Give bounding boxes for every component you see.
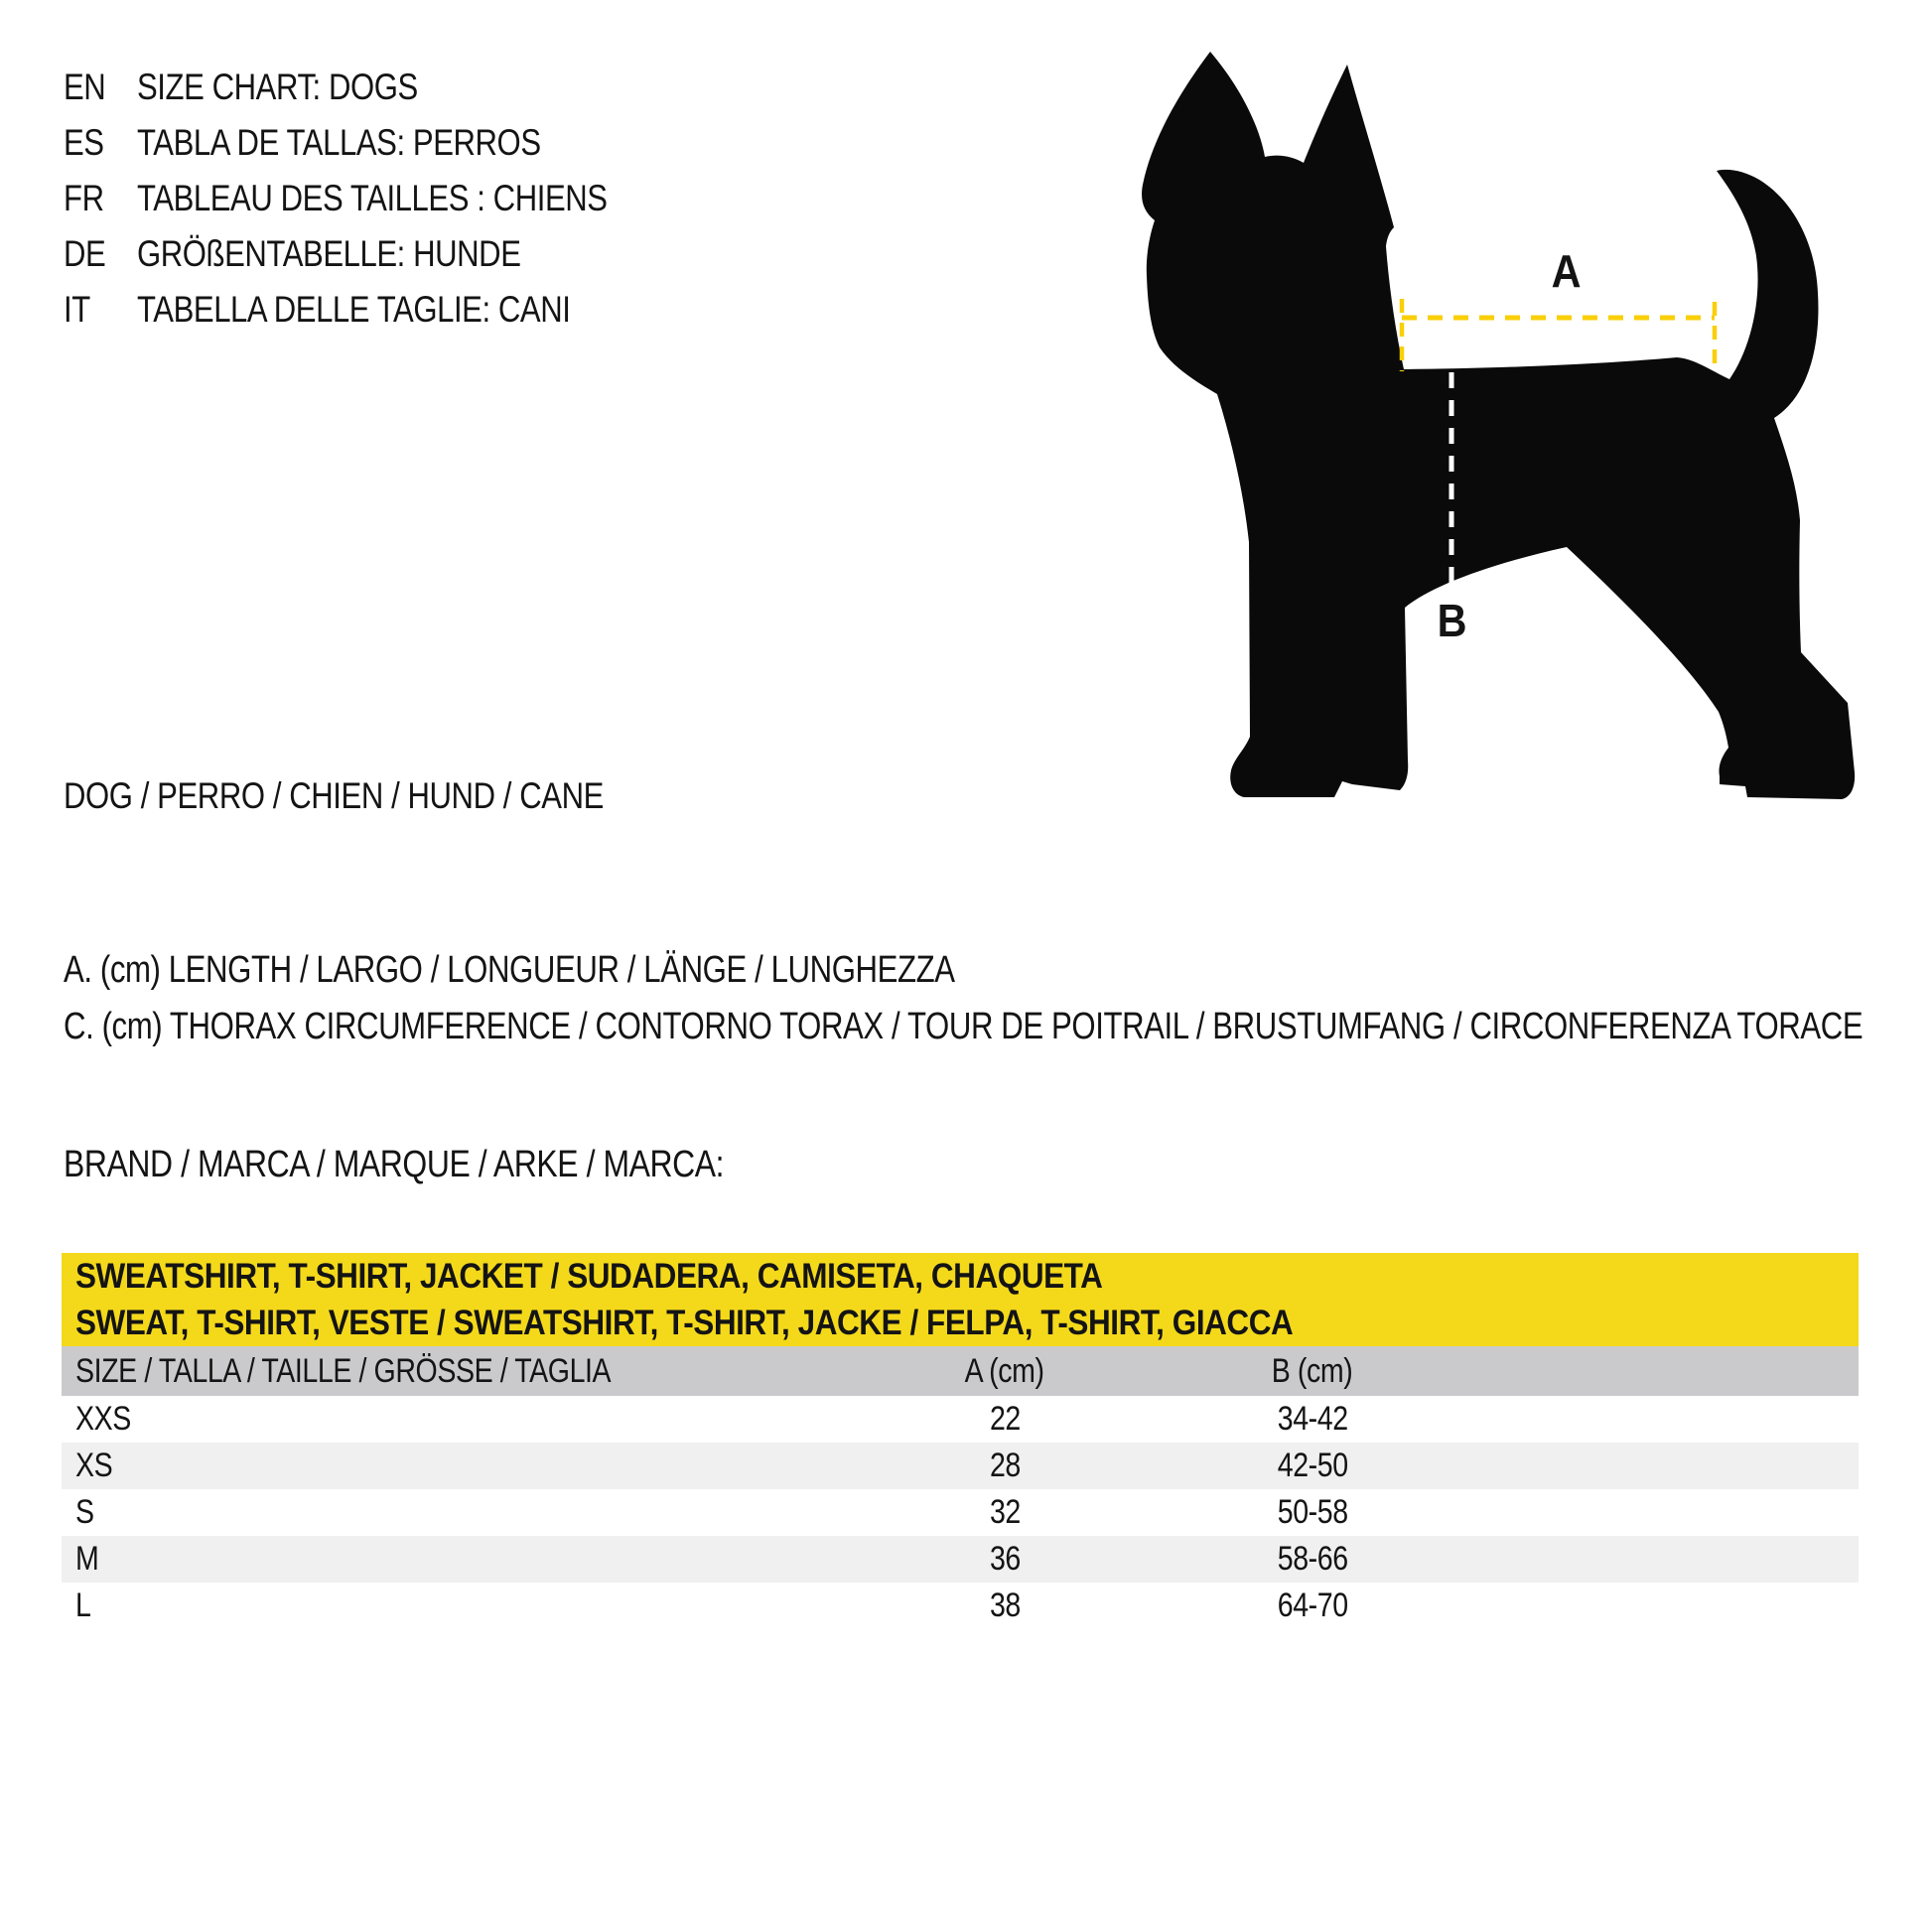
measurement-legend [64, 942, 1932, 1055]
size-cell: S [75, 1493, 94, 1531]
banner-line-1: SWEATSHIRT, T-SHIRT, JACKET / SUDADERA, CAMISETA, CHAQUETA [75, 1257, 1103, 1296]
lang-code: EN [64, 67, 106, 107]
b-cell: 64-70 [1277, 1587, 1348, 1624]
lang-title: GRÖßENTABELLE: HUNDE [137, 233, 521, 274]
b-cell: 42-50 [1277, 1447, 1348, 1484]
a-cell: 38 [989, 1587, 1021, 1624]
banner-line-2: SWEAT, T-SHIRT, VESTE / SWEATSHIRT, T-SHIRT, JACKE / FELPA, T-SHIRT, GIACCA [75, 1304, 1294, 1342]
table-row [62, 1396, 1859, 1443]
size-cell: XS [75, 1447, 113, 1484]
table-row [62, 1536, 1859, 1583]
animal-caption: DOG / PERRO / CHIEN / HUND / CANE [64, 775, 604, 816]
size-cell: XXS [75, 1400, 131, 1438]
lang-code: DE [64, 233, 106, 274]
lang-title: TABLA DE TALLAS: PERROS [137, 122, 541, 163]
a-cell: 32 [989, 1493, 1021, 1531]
product-type-banner [62, 1253, 1859, 1346]
marker-b-label: B [1437, 595, 1466, 646]
dog-silhouette [1142, 52, 1855, 799]
measurement-line-a: A. (cm) LENGTH / LARGO / LONGUEUR / LÄNGE / LUNGHEZZA [64, 949, 955, 991]
marker-a-label: A [1551, 245, 1581, 297]
b-cell: 34-42 [1277, 1400, 1348, 1438]
a-cell: 22 [989, 1400, 1021, 1438]
size-cell: L [75, 1587, 91, 1624]
lang-code: ES [64, 122, 104, 163]
a-cell: 28 [989, 1447, 1021, 1484]
header-b-col: B (cm) [1272, 1351, 1353, 1390]
table-row [62, 1443, 1859, 1489]
lang-code: IT [64, 289, 90, 330]
b-cell: 50-58 [1277, 1493, 1348, 1531]
header-size-col: SIZE / TALLA / TAILLE / GRÖSSE / TAGLIA [75, 1351, 612, 1390]
table-row [62, 1489, 1859, 1536]
a-cell: 36 [989, 1540, 1021, 1578]
lang-title: TABLEAU DES TAILLES : CHIENS [137, 178, 608, 218]
lang-code: FR [64, 178, 104, 218]
lang-title: TABELLA DELLE TAGLIE: CANI [137, 289, 571, 330]
lang-title: SIZE CHART: DOGS [137, 67, 418, 107]
table-row [62, 1583, 1859, 1629]
header-a-col: A (cm) [965, 1351, 1044, 1390]
size-cell: M [75, 1540, 99, 1578]
size-table [62, 1253, 1859, 1629]
brand-label: BRAND / MARCA / MARQUE / ARKE / MARCA: [64, 1144, 725, 1185]
b-cell: 58-66 [1277, 1540, 1348, 1578]
measurement-line-c: C. (cm) THORAX CIRCUMFERENCE / CONTORNO TORAX / TOUR DE POITRAIL / BRUSTUMFANG / CIRCONFERENZA TORACE [64, 1006, 1863, 1047]
table-header-row [62, 1346, 1859, 1396]
